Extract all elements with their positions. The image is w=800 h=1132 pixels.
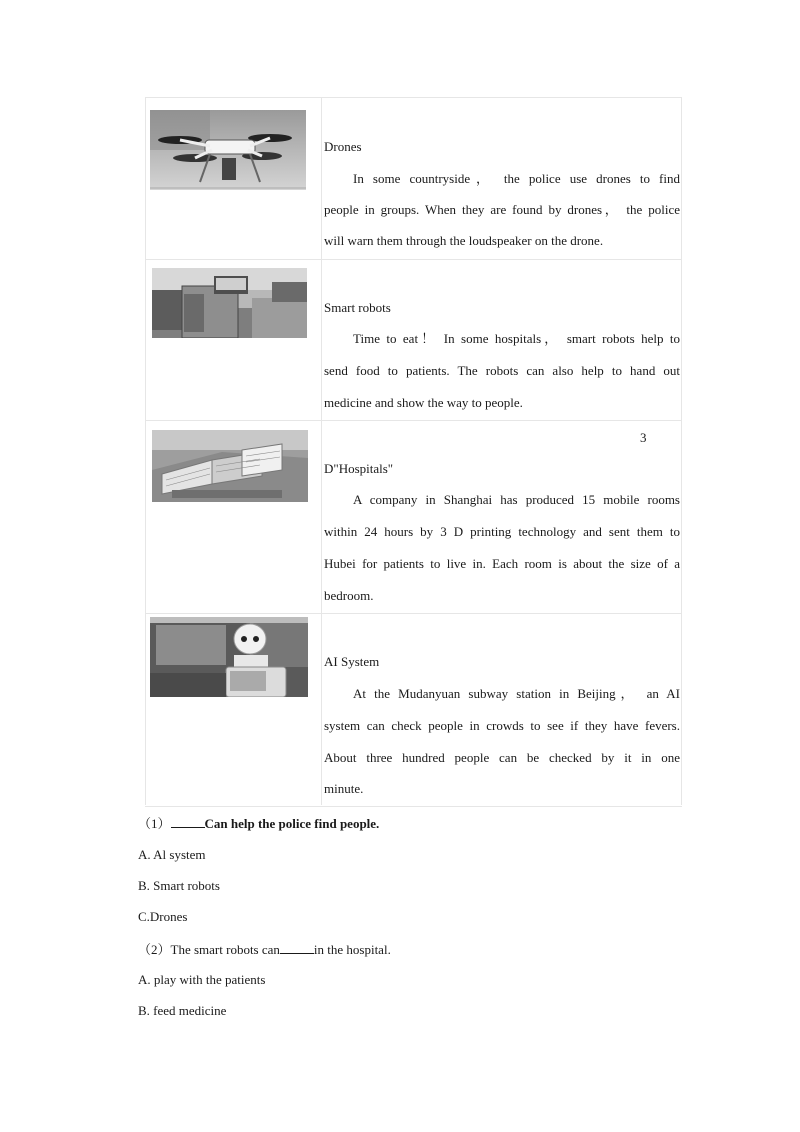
row-title: Smart robots <box>324 300 391 315</box>
table-border <box>145 97 146 805</box>
question-text: Can help the police find people. <box>204 816 380 831</box>
answer-blank[interactable] <box>171 814 205 828</box>
option-a[interactable]: A. Al system <box>138 847 206 862</box>
question-number: （1） <box>138 816 171 831</box>
table-border <box>681 97 682 805</box>
table-border <box>321 97 322 805</box>
answer-blank[interactable] <box>280 940 314 954</box>
option-b[interactable]: B. feed medicine <box>138 1003 227 1018</box>
row-text-line: people in groups. When they are found by drones， the police <box>324 202 680 217</box>
option-b[interactable]: B. Smart robots <box>138 878 220 893</box>
row-text-line: system can check people in crowds to see if they have fevers. <box>324 718 680 733</box>
row-title: D"Hospitals" <box>324 461 394 476</box>
question-1 <box>138 814 379 832</box>
row-text-line: within 24 hours by 3 D printing technology and sent them to <box>324 524 680 539</box>
question-text-post: in the hospital. <box>313 942 391 957</box>
row-title: AI System <box>324 654 380 669</box>
3d-hospital-image <box>152 430 308 502</box>
row-title: Drones <box>324 139 362 154</box>
option-a[interactable]: A. play with the patients <box>138 972 266 987</box>
row-text-line: send food to patients. The robots can also help to hand out <box>324 363 680 378</box>
question-text-pre: The smart robots can <box>170 942 280 957</box>
row-text-line: medicine and show the way to people. <box>324 395 523 410</box>
ai-robot-image <box>150 617 308 697</box>
row-text-line: About three hundred people can be checked by it in one <box>324 750 680 765</box>
question-number: （2） <box>138 942 171 957</box>
row-text-line: Time to eat！ In some hospitals， smart robots help to <box>353 331 680 346</box>
row-text-line: In some countryside， the police use drones to find <box>353 171 680 186</box>
row-text-line: will warn them through the loudspeaker on the drone. <box>324 233 604 248</box>
smart-robot-image <box>152 268 307 338</box>
row-text-line: minute. <box>324 781 364 796</box>
row-text-line: Hubei for patients to live in. Each room is about the size of a <box>324 556 680 571</box>
row-text-line: bedroom. <box>324 588 374 603</box>
row-title-number: 3 <box>640 430 647 445</box>
row-text-line: A company in Shanghai has produced 15 mobile rooms <box>353 492 680 507</box>
drone-image <box>150 110 306 190</box>
question-2 <box>138 940 391 958</box>
row-text-line: At the Mudanyuan subway station in Beijing， an AI <box>353 686 680 701</box>
option-c[interactable]: C.Drones <box>138 909 188 924</box>
